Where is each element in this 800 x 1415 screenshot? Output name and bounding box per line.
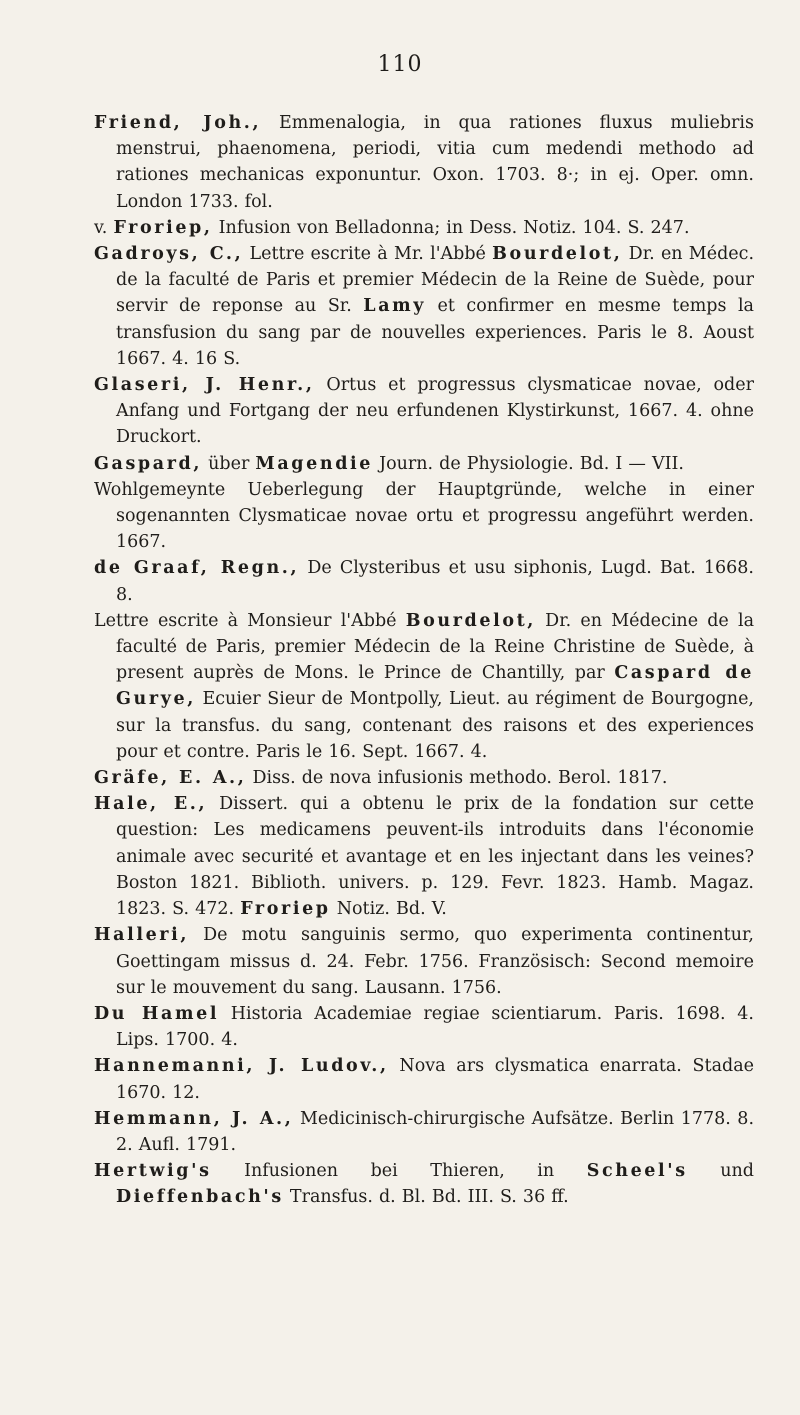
entry-spaced-name: Froriep xyxy=(240,899,331,920)
bib-entry-grafe xyxy=(94,765,754,791)
entry-spaced-name: Lamy xyxy=(363,296,427,317)
bib-entry-halleri xyxy=(94,922,754,1001)
bib-entry-wohlgemeynte xyxy=(94,477,754,556)
entry-text: Dr. en Médecine de la faculté de Paris, premier Médecin de la Reine Christine de Suède, à present auprès de Mons. le Prince de Chantilly, par xyxy=(116,610,754,684)
entry-spaced-name: Magendie xyxy=(255,453,374,474)
page-number: 110 xyxy=(377,52,423,77)
entry-text: Ortus et progressus clysmaticae novae, oder Anfang und Fortgang der neu erfundenen Klystirkunst, 1667. 4. ohne Druckort. xyxy=(116,375,754,448)
entry-author: Hemmann, J. A., xyxy=(94,1108,294,1129)
entry-text: Dr. en Médec. de la faculté de Paris et premier Médecin de la Reine de Suède, pour servir de reponse au Sr. xyxy=(116,244,755,317)
bib-entry-de-graaf xyxy=(94,555,754,607)
entry-text: Emmenalogia, in qua rationes fluxus muliebris menstrui, phaenomena, periodi, vitia cum medendi methodo ad rationes mechanicas exponuntur. Oxon. 1703. 8·; in ej. Oper. omn. London 1733. fol. xyxy=(116,113,754,212)
entry-text: Notiz. Bd. V. xyxy=(330,899,447,920)
entry-prefix: v. xyxy=(94,217,114,238)
bib-entry-hannemanni xyxy=(94,1053,754,1105)
entry-text: über xyxy=(202,453,256,474)
entry-text: Wohlgemeynte Ueberlegung der Hauptgründe, welche in einer sogenannten Clysmaticae novae ortu et progressu angeführt werden. 1667. xyxy=(94,479,754,553)
entry-author: Glaseri, J. Henr., xyxy=(94,375,315,396)
entry-text: Infusionen bei Thieren, in xyxy=(211,1161,587,1182)
entry-text: Lettre escrite à Mr. l'Abbé xyxy=(243,244,493,265)
entry-text: Nova ars clysmatica enarrata. Stadae 1670. 12. xyxy=(116,1056,754,1103)
entry-author: Froriep, xyxy=(113,217,213,238)
bibliography-list xyxy=(94,110,754,1211)
entry-text: Lettre escrite à Monsieur l'Abbé xyxy=(94,610,406,631)
entry-author: Gadroys, C., xyxy=(94,244,244,265)
entry-author: de Graaf, Regn., xyxy=(94,558,300,579)
entry-text: Journ. de Physiologie. Bd. I — VII. xyxy=(373,453,684,474)
entry-author: Du Hamel xyxy=(94,1003,220,1024)
entry-text: Historia Academiae regiae scientiarum. Paris. 1698. 4. Lips. 1700. 4. xyxy=(116,1003,754,1051)
bib-entry-gaspard xyxy=(94,451,754,477)
entry-text: und xyxy=(687,1161,755,1182)
entry-text: De motu sanguinis sermo, quo experimenta continentur, Goettingam missus d. 24. Febr. 1756. Französisch: Second memoire sur le mouvement du sang. Lausann. 1756. xyxy=(116,925,754,998)
entry-spaced-name: Scheel's xyxy=(586,1161,688,1182)
bib-entry-du-hamel xyxy=(94,1001,754,1053)
entry-text: Ecuier Sieur de Montpolly, Lieut. au régiment de Bourgogne, sur la transfus. du sang, contenant des raisons et des experiences pour et contre. Paris le 16. Sept. 1667. 4. xyxy=(116,689,754,762)
entry-text: De Clysteribus et usu siphonis, Lugd. Bat. 1668. 8. xyxy=(116,558,754,605)
bib-entry-hertwig xyxy=(94,1158,754,1210)
entry-author: Friend, Joh., xyxy=(94,113,262,133)
entry-spaced-name: Caspard de Gurye, xyxy=(116,663,754,710)
entry-author: Gaspard, xyxy=(94,453,203,474)
bib-entry-froriep xyxy=(94,215,754,241)
entry-spaced-name: Bourdelot, xyxy=(405,610,536,631)
entry-spaced-name: Bourdelot, xyxy=(492,244,623,265)
entry-author: Halleri, xyxy=(94,925,190,946)
entry-author: Hale, E., xyxy=(94,794,208,815)
entry-text: et confirmer en mesme temps la transfusion du sang par de nouvelles experiences. Paris le 8. Aoust 1667. 4. 16 S. xyxy=(116,296,754,369)
bib-entry-friend xyxy=(94,110,754,215)
entry-text: Infusion von Belladonna; in Dess. Notiz. 104. S. 247. xyxy=(212,217,690,238)
entry-text: Diss. de nova infusionis methodo. Berol. 1817. xyxy=(246,768,668,789)
entry-spaced-name: Dieffenbach's xyxy=(116,1187,284,1208)
entry-text: Medicinisch-chirurgische Aufsätze. Berlin 1778. 8. 2. Aufl. 1791. xyxy=(116,1108,755,1155)
bib-entry-hale xyxy=(94,791,754,922)
entry-text: Transfus. d. Bl. Bd. III. S. 36 ff. xyxy=(283,1187,569,1208)
entry-author: Gräfe, E. A., xyxy=(94,768,247,789)
bib-entry-hemmann xyxy=(94,1106,754,1158)
entry-author: Hertwig's xyxy=(94,1161,212,1182)
bib-entry-gadroys xyxy=(94,241,754,372)
entry-author: Hannemanni, J. Ludov., xyxy=(94,1056,389,1077)
bib-entry-lettre-bourdelot xyxy=(94,608,754,765)
entry-text: Dissert. qui a obtenu le prix de la fondation sur cette question: Les medicamens peuvent-ils introduits dans l'économie animale avec securité et avantage et en les injectant dans les veines? Boston 1821. Biblioth. univers. p. 129. Fevr. 1823. Hamb. Magaz. 1823. S. 472. xyxy=(116,794,754,920)
bib-entry-glaseri xyxy=(94,372,754,451)
